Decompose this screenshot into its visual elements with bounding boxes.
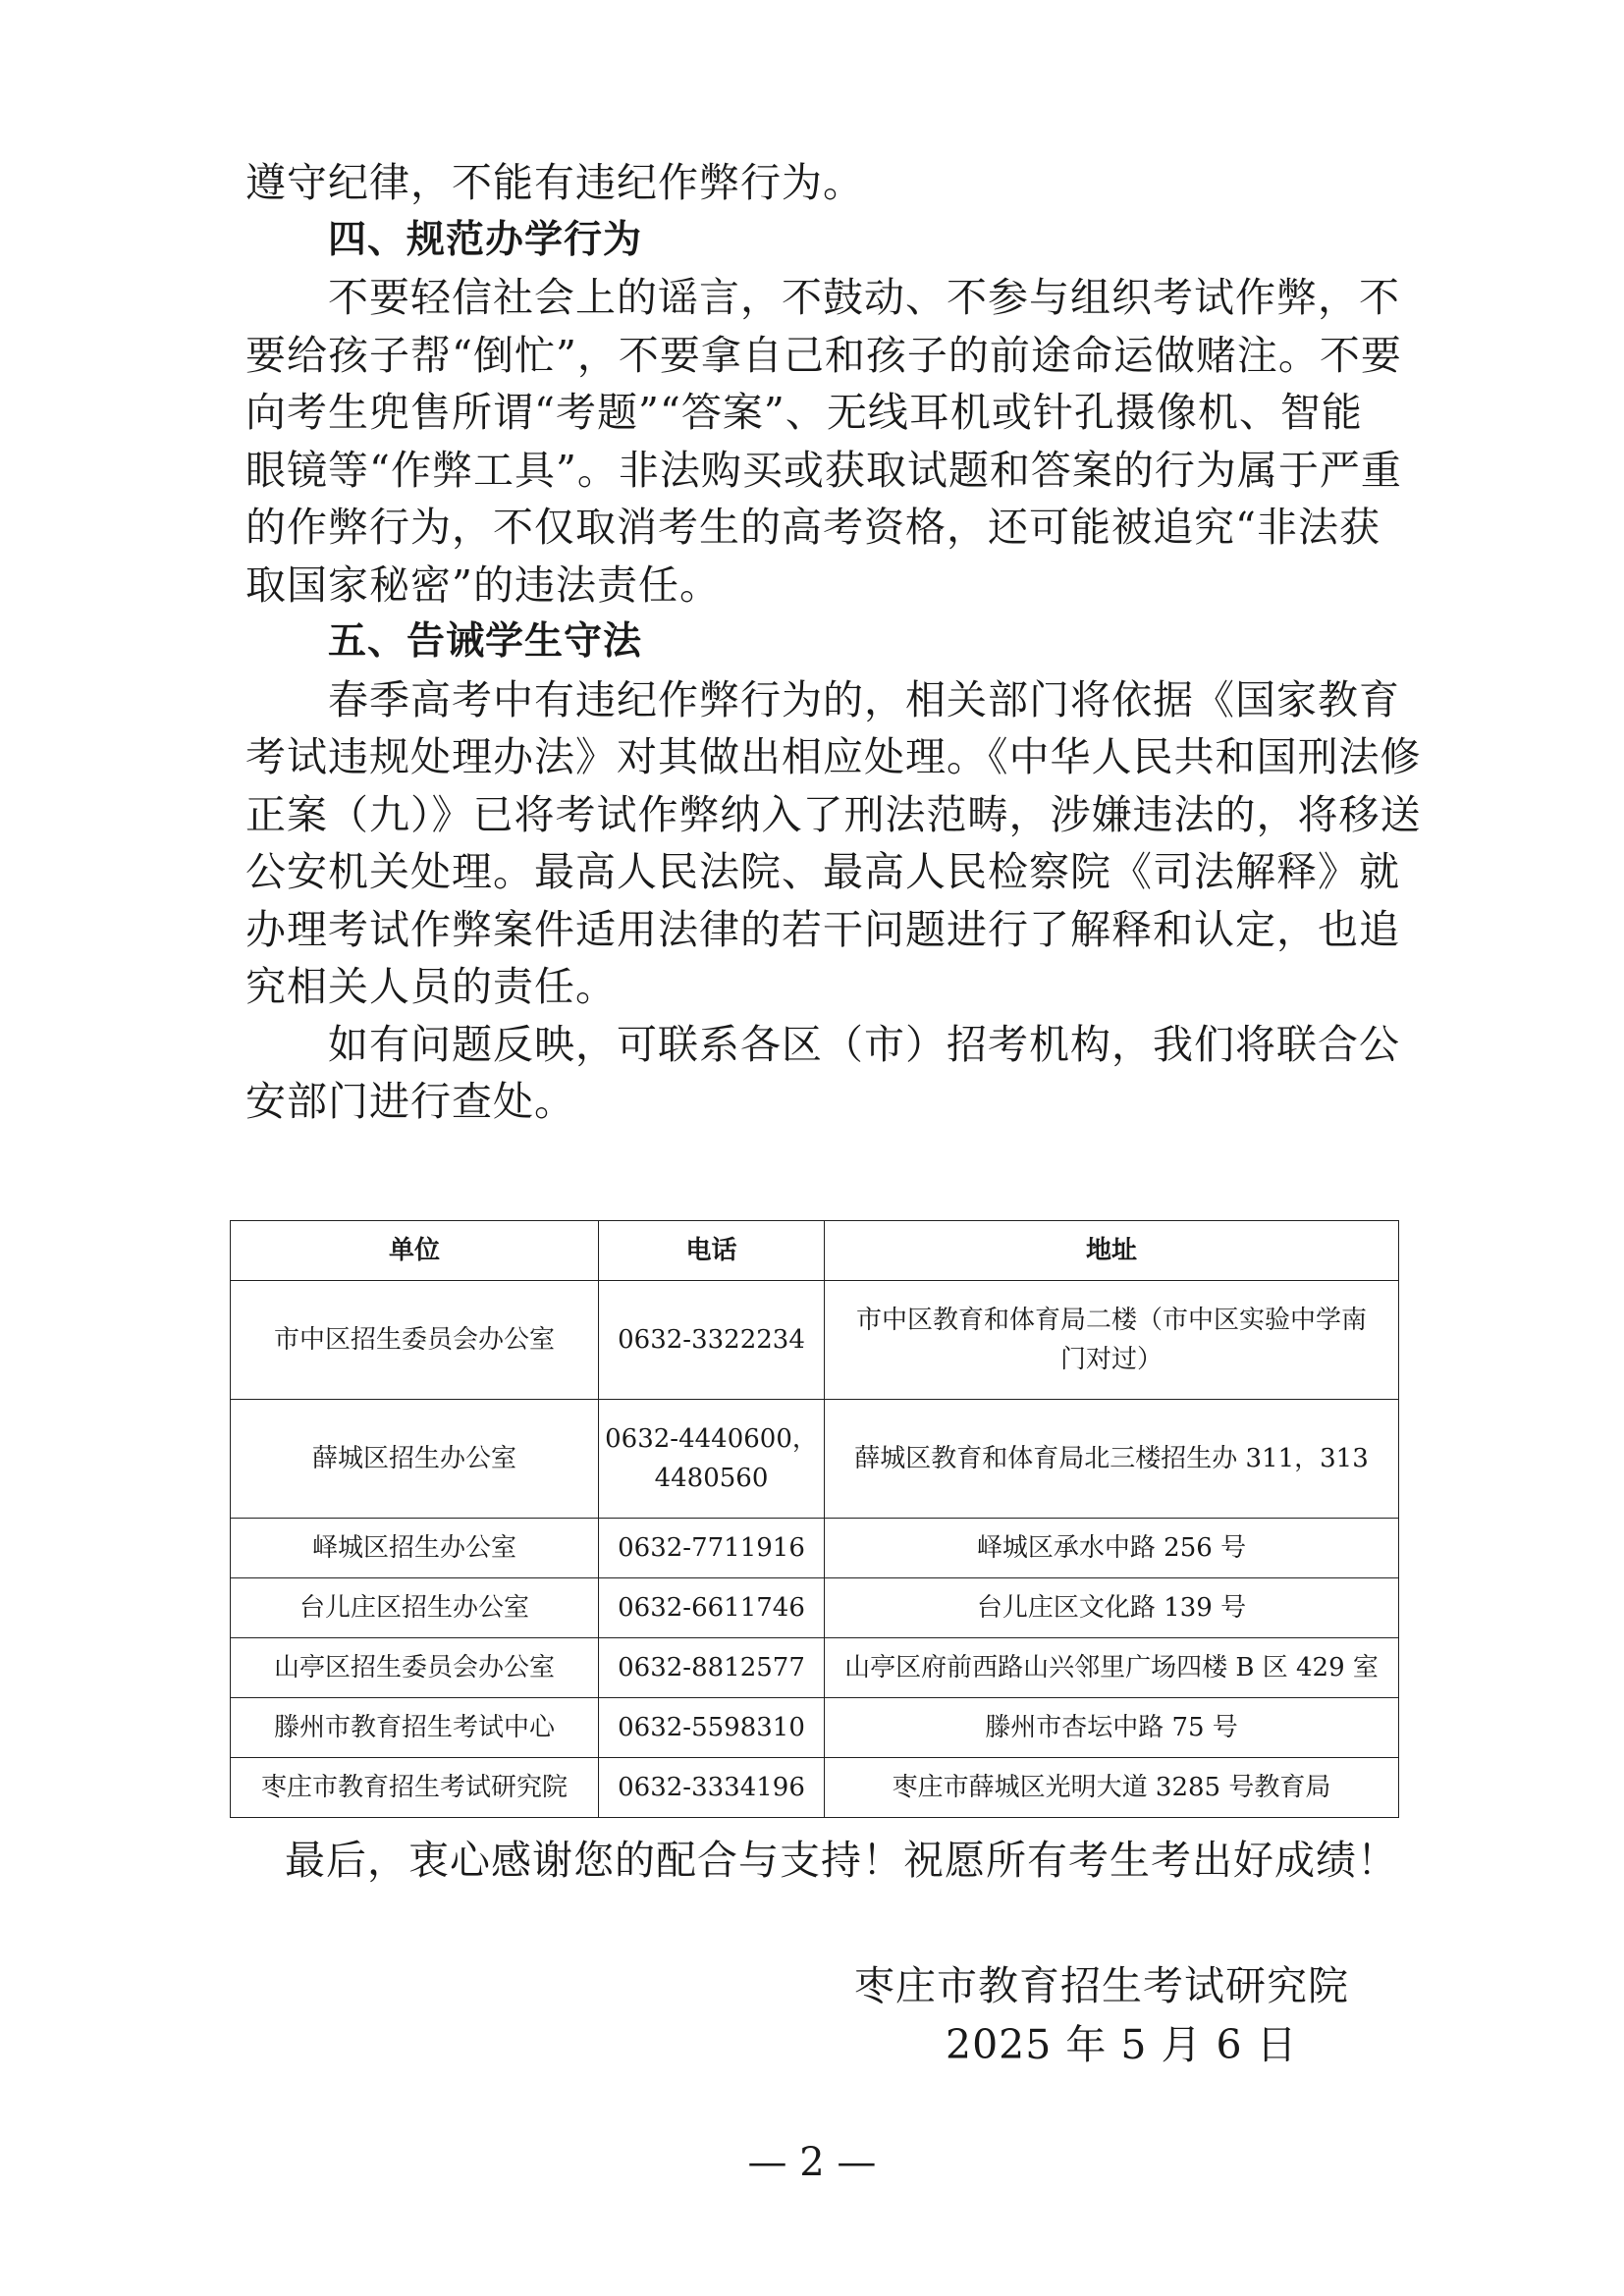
body-line: 公安机关处理。最高人民法院、最高人民检察院《司法解释》就: [245, 848, 1400, 895]
signature-date: 2025 年 5 月 6 日: [946, 2021, 1298, 2068]
body-text: [245, 154, 1422, 1131]
body-line: 办理考试作弊案件适用法律的若干问题进行了解释和认定，也追: [245, 905, 1400, 953]
header-address: 地址: [825, 1221, 1399, 1281]
cell-address: [825, 1519, 1399, 1578]
cell-phone-text: 0632-3322234: [618, 1325, 805, 1355]
cell-phone-text: 0632-4440600，: [605, 1424, 818, 1454]
cell-unit-text: 薛城区招生办公室: [311, 1444, 516, 1473]
cell-unit: [231, 1519, 599, 1578]
body-line: 的作弊行为，不仅取消考生的高考资格，还可能被追究“非法获: [245, 504, 1380, 551]
cell-phone-text: 0632-8812577: [618, 1653, 805, 1682]
cell-phone: [599, 1400, 825, 1519]
cell-address: [825, 1698, 1399, 1758]
table-row: [231, 1400, 1399, 1519]
cell-phone-text: 4480560: [654, 1464, 769, 1493]
body-line: 究相关人员的责任。: [245, 963, 617, 1010]
body-line: 考试违规处理办法》对其做出相应处理。《中华人民共和国刑法修: [245, 733, 1422, 780]
body-line: 春季高考中有违纪作弊行为的，相关部门将依据《国家教育: [328, 675, 1400, 723]
cell-unit: [231, 1400, 599, 1519]
table-row: [231, 1698, 1399, 1758]
cell-unit: [231, 1638, 599, 1698]
body-line: 安部门进行查处。: [245, 1078, 575, 1125]
cell-address-text: 枣庄市薛城区光明大道 3285 号教育局: [892, 1773, 1331, 1802]
cell-unit-text: 山亭区招生委员会办公室: [273, 1653, 555, 1682]
body-line: 要给孩子帮“倒忙”，不要拿自己和孩子的前途命运做赌注。不要: [245, 331, 1402, 379]
table-header-row: [231, 1221, 1399, 1281]
cell-address-text: 台儿庄区文化路 139 号: [976, 1593, 1247, 1623]
cell-unit: [231, 1578, 599, 1638]
cell-phone-text: 0632-5598310: [618, 1713, 805, 1742]
table-body: [231, 1281, 1399, 1818]
cell-unit-text: 市中区招生委员会办公室: [273, 1325, 555, 1355]
header-phone: 电话: [599, 1221, 825, 1281]
cell-phone: [599, 1758, 825, 1818]
table-row: [231, 1281, 1399, 1400]
cell-unit: [231, 1698, 599, 1758]
cell-address-text: 滕州市杏坛中路 75 号: [985, 1713, 1238, 1742]
cell-address: [825, 1578, 1399, 1638]
table-row: [231, 1578, 1399, 1638]
header-unit: 单位: [231, 1221, 599, 1281]
body-line: 如有问题反映，可联系各区（市）招考机构，我们将联合公: [328, 1020, 1400, 1068]
cell-unit: [231, 1758, 599, 1818]
cell-address-text: 峄城区承水中路 256 号: [976, 1533, 1247, 1563]
cell-phone: [599, 1519, 825, 1578]
cell-address: [825, 1758, 1399, 1818]
cell-address: [825, 1400, 1399, 1519]
body-line: 向考生兜售所谓“考题”“答案”、无线耳机或针孔摄像机、智能: [245, 389, 1363, 436]
cell-unit-text: 峄城区招生办公室: [311, 1533, 516, 1563]
body-line: 眼镜等“作弊工具”。非法购买或获取试题和答案的行为属于严重: [245, 446, 1402, 494]
table-row: [231, 1638, 1399, 1698]
cell-phone: [599, 1698, 825, 1758]
cell-address: [825, 1281, 1399, 1400]
cell-address-text: 市中区教育和体育局二楼（市中区实验中学南: [855, 1306, 1367, 1335]
cell-address-text: 薛城区教育和体育局北三楼招生办 311，313: [854, 1444, 1369, 1473]
cell-phone: [599, 1281, 825, 1400]
cell-unit-text: 枣庄市教育招生考试研究院: [260, 1773, 568, 1802]
cell-unit-text: 滕州市教育招生考试中心: [273, 1713, 555, 1742]
cell-address-text: 门对过）: [1059, 1345, 1163, 1374]
cell-phone: [599, 1638, 825, 1698]
cell-unit-text: 台儿庄区招生办公室: [298, 1593, 529, 1623]
body-line: 不要轻信社会上的谣言，不鼓动、不参与组织考试作弊，不: [328, 274, 1400, 321]
signature-org: 枣庄市教育招生考试研究院: [854, 1962, 1349, 2009]
cell-address: [825, 1638, 1399, 1698]
closing-text: 最后，衷心感谢您的配合与支持！祝愿所有考生考出好成绩！: [285, 1837, 1398, 1884]
contact-table: [230, 1220, 1399, 1818]
body-line: 遵守纪律，不能有违纪作弊行为。: [245, 159, 864, 206]
cell-unit: [231, 1281, 599, 1400]
section-heading: 四、规范办学行为: [328, 217, 643, 262]
cell-phone: [599, 1578, 825, 1638]
cell-phone-text: 0632-3334196: [618, 1773, 805, 1802]
body-line: 取国家秘密”的违法责任。: [245, 561, 721, 609]
cell-phone-text: 0632-6611746: [618, 1593, 805, 1623]
body-line: 正案（九）》已将考试作弊纳入了刑法范畴，涉嫌违法的，将移送: [245, 790, 1422, 838]
table-row: [231, 1519, 1399, 1578]
section-heading: 五、告诫学生守法: [328, 619, 643, 664]
cell-address-text: 山亭区府前西路山兴邻里广场四楼 B 区 429 室: [844, 1653, 1379, 1682]
table-row: [231, 1758, 1399, 1818]
page-number: — 2 —: [747, 2140, 877, 2185]
cell-phone-text: 0632-7711916: [618, 1533, 805, 1563]
